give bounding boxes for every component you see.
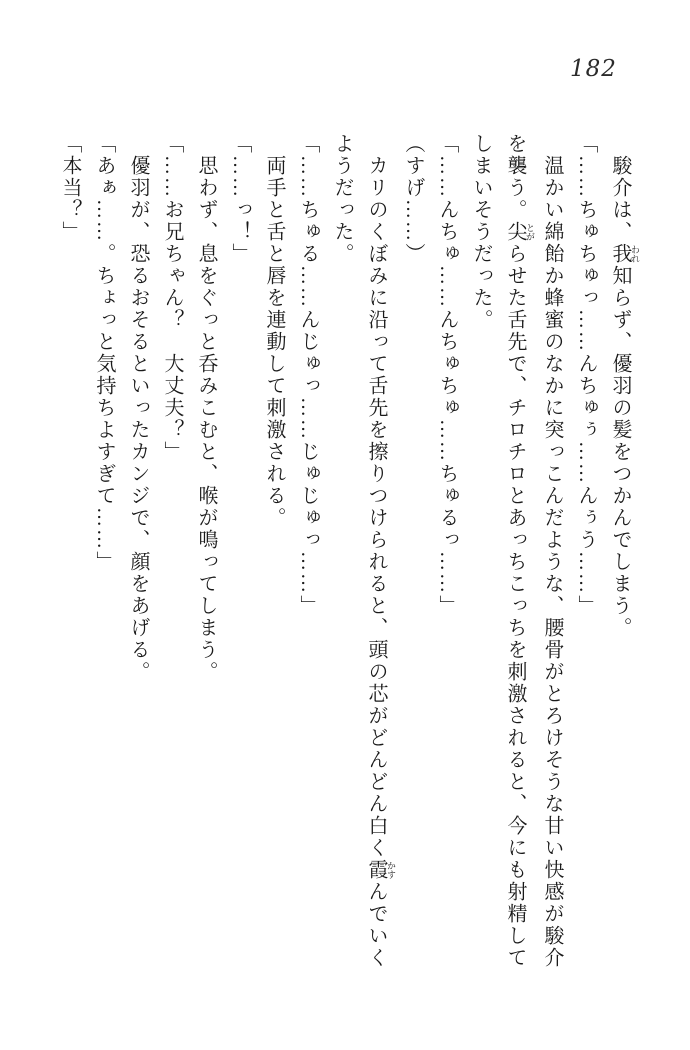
text-column: ようだった。: [331, 133, 353, 265]
text-column: 駿介は、我 われ知らず、優羽の髪をつかんでしまう。: [609, 155, 640, 639]
text-column: 「……ちゅる……んじゅっ……じゅじゅっ……」: [297, 133, 319, 617]
furigana-ruby: 尖 とが: [504, 221, 535, 243]
text-column: を襲う。尖 とがらせた舌先で、チロチロとあっちこっちを刺激されると、今にも射精して: [504, 133, 535, 969]
text-column: 両手と舌と唇を連動して刺激される。: [263, 155, 285, 529]
text-column: カリのくぼみに沿って舌先を擦りつけられると、頭の芯がどんどん白く霞 かすんでいく: [365, 155, 396, 969]
vertical-text-block: [53, 133, 640, 999]
text-column: （すげ……）: [402, 133, 424, 265]
text-column: 優羽が、恐るおそるといったカンジで、顔をあげる。: [127, 155, 149, 683]
text-column: 「あぁ……。ちょっと気持ちよすぎて……」: [93, 133, 115, 573]
text-column: 「本当？」: [59, 133, 81, 243]
text-column: 「……っ！」: [229, 133, 251, 265]
furigana-ruby: 我 われ: [609, 243, 640, 265]
text-column: 温かい綿飴か蜂蜜のなかに突っこんだような、腰骨がとろけそうな甘い快感が駿介: [541, 155, 563, 969]
page-number: 182: [570, 56, 617, 82]
furigana-ruby: 霞 かす: [365, 859, 396, 881]
text-column: 思わず、息をぐっと呑みこむと、喉が鳴ってしまう。: [195, 155, 217, 683]
text-column: しまいそうだった。: [470, 133, 492, 331]
text-column: 「……んちゅ……んちゅちゅ……ちゅるっ……」: [436, 133, 458, 617]
text-column: 「……ちゅちゅっ……んちゅぅ……んぅう……」: [575, 133, 597, 617]
text-column: 「……お兄ちゃん？ 大丈夫？」: [161, 133, 183, 463]
